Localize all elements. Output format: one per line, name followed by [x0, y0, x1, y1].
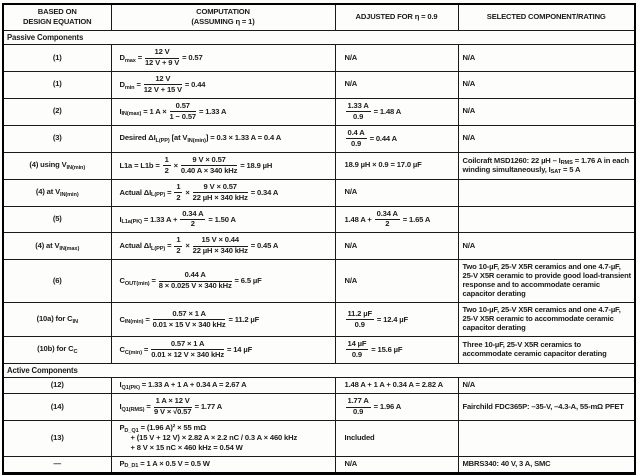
cell-computation: [111, 394, 335, 421]
cell-computation: [111, 98, 335, 125]
cell-adjusted: [335, 303, 458, 337]
fraction-denominator: 0.40 A × 340 kHz: [180, 165, 238, 175]
table-row: [3, 420, 635, 456]
cell-based-on: [3, 303, 111, 337]
subscript-text: IN(max): [121, 111, 142, 118]
fraction-denominator: 22 µH × 340 kHz: [192, 192, 248, 202]
fraction: [180, 210, 205, 230]
fraction-denominator: 12 V + 15 V: [143, 84, 182, 94]
cell-adjusted: [335, 233, 458, 260]
fraction-denominator: 2: [190, 219, 195, 229]
cell-line: N/A: [462, 79, 476, 89]
cell-line: (12): [50, 380, 64, 390]
cell-line: (5): [52, 214, 62, 223]
fraction-denominator: 0.9: [354, 319, 365, 329]
cell-based-on: [3, 337, 111, 364]
design-calculations-table: [2, 3, 636, 475]
table-header: [3, 4, 635, 30]
section-row: [3, 363, 635, 377]
cell-line: $I_{Q1(PK)} = 1.33$ A + 1 A + 0.34 A = 2.67 A: [119, 380, 247, 391]
fraction: [193, 183, 248, 203]
cell-line: (6): [52, 275, 62, 285]
cell-adjusted: [335, 98, 458, 125]
section-row: [3, 30, 635, 44]
cell-line: Coilcraft MSD1260: 22 $\mu H - I_{RMS} = 1.76$ A in each winding simultaneously, $I_{SAT} = 5$ A: [462, 155, 629, 176]
cell-based-on: [3, 378, 111, 394]
cell-adjusted: [335, 420, 458, 456]
cell-selected-component: [458, 456, 635, 473]
cell-line: Two 10-µF, 25-V X5R ceramics and one 4.7-µF, 25-V X5R ceramic to accommodate ceramic capacitor derating: [462, 305, 621, 333]
cell-adjusted: [335, 125, 458, 152]
table-row: [3, 378, 635, 394]
cell-adjusted: [335, 260, 458, 303]
cell-line: $\frac{1.77 A}{0.9}$ = 1.96 A: [347, 396, 402, 417]
cell-computation: [111, 152, 335, 179]
cell-adjusted: [335, 45, 458, 72]
cell-line: $I_{IN(max)} = 1$ A × $\frac{0.57}{1 - 0.57}$ = 1.33 A: [119, 100, 227, 121]
subscript-text: IN(max): [59, 245, 80, 252]
cell-adjusted: [335, 179, 458, 206]
table-row: [3, 45, 635, 72]
subscript-text: Q1(RMS): [121, 406, 145, 413]
subscript-text: max: [124, 57, 136, 64]
cell-line: $I_{L1a(PK)} = 1.33$ A + $\frac{0.34 A}{2}$ = 1.50 A: [119, 208, 236, 229]
subscript-text: C: [73, 349, 78, 356]
cell-computation: [111, 45, 335, 72]
cell-based-on: [3, 98, 111, 125]
cell-selected-component: [458, 179, 635, 206]
cell-line: (2): [52, 106, 62, 116]
cell-based-on: [3, 72, 111, 99]
cell-adjusted: [335, 337, 458, 364]
cell-line: $P_{D\_Q1} = (1.96$ A)² × 55 mΩ: [119, 422, 207, 434]
table-row: [3, 72, 635, 99]
cell-line: (10a) for $C_{IN}$: [36, 314, 78, 325]
cell-line: $C_{C(min)}$ = $\frac{0.57 \times 1 A}{\text{0.01 × 12 V × 340 kHz}}$ = 14 µF: [119, 339, 253, 359]
cell-line: N/A: [462, 52, 476, 62]
fraction: [144, 75, 182, 95]
subscript-text: IN(min): [60, 191, 79, 198]
cell-selected-component: [458, 98, 635, 125]
cell-line: SELECTED COMPONENT/RATING: [486, 11, 606, 21]
fraction-numerator: 0.57 × 1 A: [151, 340, 224, 350]
cell-based-on: [3, 152, 111, 179]
cell-line: N/A: [462, 240, 476, 250]
table-row: [3, 179, 635, 206]
subscript-text: D_D1: [124, 463, 139, 470]
cell-line: 1.48 A + $\frac{0.34 A}{2}$ = 1.65 A: [344, 208, 431, 229]
fraction-denominator: 1 − 0.57: [169, 111, 196, 121]
header-row: [3, 4, 635, 30]
cell-line: DESIGN EQUATION: [23, 16, 92, 26]
fraction-numerator: 15 V × 0.44: [193, 236, 248, 246]
cell-line: (4) using $V_{IN(min)}$: [29, 160, 86, 171]
fraction-numerator: 0.34 A: [180, 210, 205, 220]
subscript-text: OUT(min): [124, 280, 150, 287]
table-body: [3, 30, 635, 473]
cell-line: Fairchild FDC365P: –35-V, –4.3-A, 55-mΩ PFET: [462, 401, 624, 411]
cell-selected-component: [458, 206, 635, 233]
fraction-denominator: 9 V × √0.57: [153, 407, 192, 417]
cell-based-on: [3, 394, 111, 421]
fraction-numerator: 1 A × 12 V: [154, 397, 192, 407]
cell-line: N/A: [344, 240, 358, 250]
fraction-numerator: 9 V × 0.57: [181, 156, 237, 166]
fraction: [163, 156, 171, 176]
cell-computation: [111, 420, 335, 456]
fraction: [181, 156, 237, 176]
cell-line: $I_{Q1(RMS)}$ = $\frac{1 A \times 12 V}{9 V \times √0.57}$ = 1.77 A: [119, 396, 223, 417]
cell-line: N/A: [344, 187, 358, 197]
cell-based-on: [3, 420, 111, 456]
cell-adjusted: [335, 72, 458, 99]
cell-based-on: [3, 206, 111, 233]
cell-based-on: [3, 456, 111, 473]
cell-computation: [111, 456, 335, 473]
fraction-denominator: 2: [176, 192, 181, 202]
cell-computation: [111, 378, 335, 394]
cell-line: Desired $\Delta I_{L(PP)}$ [at $V_{IN(min)}] = 0.3 \times 1.33$ A = 0.4 A: [119, 133, 282, 144]
column-header-computation: [111, 4, 335, 30]
section-label: Passive Components: [3, 30, 635, 44]
cell-computation: [111, 72, 335, 99]
table-row: [3, 206, 635, 233]
cell-based-on: [3, 260, 111, 303]
fraction: [174, 236, 182, 256]
fraction: [346, 310, 374, 330]
cell-adjusted: [335, 394, 458, 421]
cell-selected-component: [458, 337, 635, 364]
fraction: [174, 183, 182, 203]
cell-selected-component: [458, 303, 635, 337]
fraction: [170, 102, 196, 122]
fraction-denominator: 0.01 × 12 V × 340 kHz: [151, 349, 225, 359]
cell-selected-component: [458, 233, 635, 260]
cell-line: + (15 V + 12 V) × 2.82 A × 2.2 nC / 0.3 A × 460 kHz: [130, 432, 298, 442]
cell-computation: [111, 260, 335, 303]
cell-line: MBRS340: 40 V, 3 A, SMC: [462, 458, 551, 468]
cell-adjusted: [335, 206, 458, 233]
cell-based-on: [3, 125, 111, 152]
subscript-text: IN(min): [124, 319, 144, 326]
subscript-text: L(PP): [151, 192, 166, 199]
cell-line: $C_{OUT(min)}$ = $\frac{0.44 A}{\text{8 × 0.025 V × 340 kHz}}$ = 6.5 µF: [119, 270, 262, 291]
cell-line: + 8 V × 15 nC × 460 kHz = 0.54 W: [130, 442, 243, 452]
fraction-numerator: 0.57: [170, 102, 196, 112]
table-row: [3, 260, 635, 303]
cell-line: N/A: [462, 133, 476, 143]
cell-based-on: [3, 45, 111, 72]
fraction: [346, 340, 369, 360]
fraction: [145, 48, 179, 68]
cell-selected-component: [458, 394, 635, 421]
cell-line: (3): [52, 133, 62, 143]
cell-line: N/A: [344, 275, 358, 285]
cell-computation: [111, 303, 335, 337]
subscript-text: min: [124, 84, 135, 91]
fraction-numerator: 0.57 × 1 A: [153, 310, 226, 320]
fraction-denominator: 12 V + 9 V: [144, 58, 180, 68]
cell-line: (4) at $V_{IN(min)}$: [35, 187, 79, 198]
subscript-text: D_Q1: [124, 427, 139, 434]
subscript-text: IN: [72, 318, 78, 325]
cell-adjusted: [335, 152, 458, 179]
cell-line: BASED ON: [37, 7, 77, 16]
cell-line: (ASSUMING η = 1): [191, 16, 255, 26]
table-row: [3, 394, 635, 421]
cell-line: Two 10-µF, 25-V X5R ceramics and one 4.7-µF, 25-V X5R ceramic to provide good load-transient response and to accommodate ceramic capacitor derating: [462, 262, 631, 299]
cell-line: Actual $\Delta I_{L(PP)}$ = $\frac{1}{2}$ × $\frac{9 V \times 0.57}{\text{22 µH × 340 kHz}}$ = 0.34 A: [119, 181, 279, 202]
cell-line: N/A: [462, 106, 476, 116]
cell-line: N/A: [344, 458, 358, 468]
cell-adjusted: [335, 378, 458, 394]
cell-based-on: [3, 179, 111, 206]
cell-selected-component: [458, 72, 635, 99]
column-header-selected-component: [458, 4, 635, 30]
cell-adjusted: [335, 456, 458, 473]
fraction-numerator: 14 µF: [346, 340, 369, 350]
fraction-numerator: 0.44 A: [159, 271, 232, 281]
fraction-numerator: 1.33 A: [346, 102, 371, 112]
fraction: [151, 340, 224, 360]
cell-computation: [111, 337, 335, 364]
table-row: [3, 98, 635, 125]
cell-line: —: [53, 458, 61, 468]
fraction-denominator: 0.01 × 15 V × 340 kHz: [152, 319, 226, 329]
subscript-text: L1a(PK): [121, 219, 142, 226]
fraction: [346, 102, 371, 122]
fraction-denominator: 2: [164, 165, 169, 175]
fraction-numerator: 1: [174, 183, 182, 193]
fraction-numerator: 12 V: [144, 75, 182, 85]
cell-line: (1): [52, 52, 62, 62]
cell-line: 18.9 µH × 0.9 = 17.0 µF: [344, 160, 422, 170]
subscript-text: C(min): [124, 349, 142, 356]
cell-selected-component: [458, 260, 635, 303]
fraction-numerator: 0.4 A: [346, 129, 367, 139]
cell-computation: [111, 125, 335, 152]
table-row: [3, 233, 635, 260]
fraction-numerator: 9 V × 0.57: [193, 183, 248, 193]
fraction: [346, 397, 371, 417]
cell-line: (13): [50, 432, 64, 442]
fraction-denominator: 8 × 0.025 V × 340 kHz: [158, 281, 232, 291]
cell-computation: [111, 179, 335, 206]
cell-selected-component: [458, 378, 635, 394]
table-row: [3, 125, 635, 152]
subscript-text: L(PP): [151, 245, 166, 252]
subscript-text: IN(min): [187, 137, 206, 144]
cell-line: $\frac{\text{11.2 µF}}{0.9}$ = 12.4 µF: [347, 308, 408, 329]
subscript-text: RMS: [560, 160, 573, 167]
cell-line: $\frac{1.33 A}{0.9}$ = 1.48 A: [347, 100, 402, 121]
fraction: [153, 310, 226, 330]
table-row: [3, 337, 635, 364]
fraction-denominator: 22 µH × 340 kHz: [192, 246, 248, 256]
fraction-denominator: 0.9: [353, 111, 364, 121]
fraction-denominator: 0.9: [351, 349, 362, 359]
cell-selected-component: [458, 125, 635, 152]
cell-line: ADJUSTED FOR η = 0.9: [355, 11, 438, 21]
fraction: [346, 129, 367, 149]
subscript-text: IN(min): [66, 164, 86, 171]
section-label: Active Components: [3, 363, 635, 377]
table-row: [3, 456, 635, 473]
subscript-text: Q1(PK): [121, 384, 140, 391]
cell-line: N/A: [344, 52, 358, 62]
cell-line: Three 10-µF, 25-V X5R ceramics to accommodate ceramic capacitor derating: [462, 340, 607, 358]
cell-selected-component: [458, 152, 635, 179]
cell-line: $D_{max}$ = $\frac{12 V}{12 V + 9 V}$ = 0.57: [119, 47, 203, 68]
fraction: [193, 236, 248, 256]
cell-line: N/A: [344, 79, 358, 89]
table-row: [3, 303, 635, 337]
column-header-adjusted: [335, 4, 458, 30]
cell-line: $P_{D\_D1} = 1$ A × 0.5 V = 0.5 W: [119, 458, 210, 470]
subscript-text: SAT: [550, 169, 562, 176]
cell-line: (10b) for $C_C$: [37, 344, 78, 356]
cell-line: L1a = L1b = $\frac{1}{2}$ × $\frac{9 V \times 0.57}{\text{0.40 A × 340 kHz}}$ = 18.9 µH: [119, 154, 273, 175]
subscript-text: L(PP): [155, 137, 170, 144]
fraction: [159, 271, 232, 291]
fraction-denominator: 2: [176, 246, 181, 256]
cell-based-on: [3, 233, 111, 260]
cell-selected-component: [458, 420, 635, 456]
cell-line: (14): [50, 401, 64, 411]
cell-line: $\frac{0.4 A}{0.9}$ = 0.44 A: [347, 127, 398, 148]
table-row: [3, 152, 635, 179]
cell-computation: [111, 206, 335, 233]
cell-line: 1.48 A + 1 A + 0.34 A = 2.82 A: [344, 380, 443, 390]
cell-line: $C_{IN(min)}$ = $\frac{0.57 \times 1 A}{\text{0.01 × 15 V × 340 kHz}}$ = 11.2 µF: [119, 308, 260, 329]
fraction-denominator: 0.9: [351, 138, 362, 148]
cell-computation: [111, 233, 335, 260]
fraction-numerator: 1: [163, 156, 171, 166]
fraction-numerator: 0.34 A: [375, 210, 400, 220]
fraction-numerator: 1: [174, 236, 182, 246]
fraction-numerator: 12 V: [145, 48, 179, 58]
cell-line: COMPUTATION: [196, 7, 250, 16]
fraction-denominator: 2: [385, 219, 390, 229]
cell-line: N/A: [462, 380, 476, 390]
column-header-based-on-design-equation: [3, 4, 111, 30]
fraction-denominator: 0.9: [353, 407, 364, 417]
cell-line: Included: [344, 432, 375, 442]
cell-line: $\frac{\text{14 µF}}{0.9}$ = 15.6 µF: [347, 339, 403, 359]
cell-selected-component: [458, 45, 635, 72]
cell-line: (4) at $V_{IN(max)}$: [35, 240, 80, 252]
fraction-numerator: 1.77 A: [346, 397, 371, 407]
fraction: [154, 397, 192, 417]
cell-line: $D_{min}$ = $\frac{12 V}{12 V + 15 V}$ = 0.44: [119, 74, 206, 94]
cell-line: Actual $\Delta I_{L(PP)}$ = $\frac{1}{2}$ × $\frac{15 V \times 0.44}{\text{22 µH × 340 kHz}}$ = 0.45 A: [119, 235, 279, 256]
fraction-numerator: 11.2 µF: [346, 310, 374, 320]
fraction: [375, 210, 400, 230]
cell-line: (1): [52, 79, 62, 89]
